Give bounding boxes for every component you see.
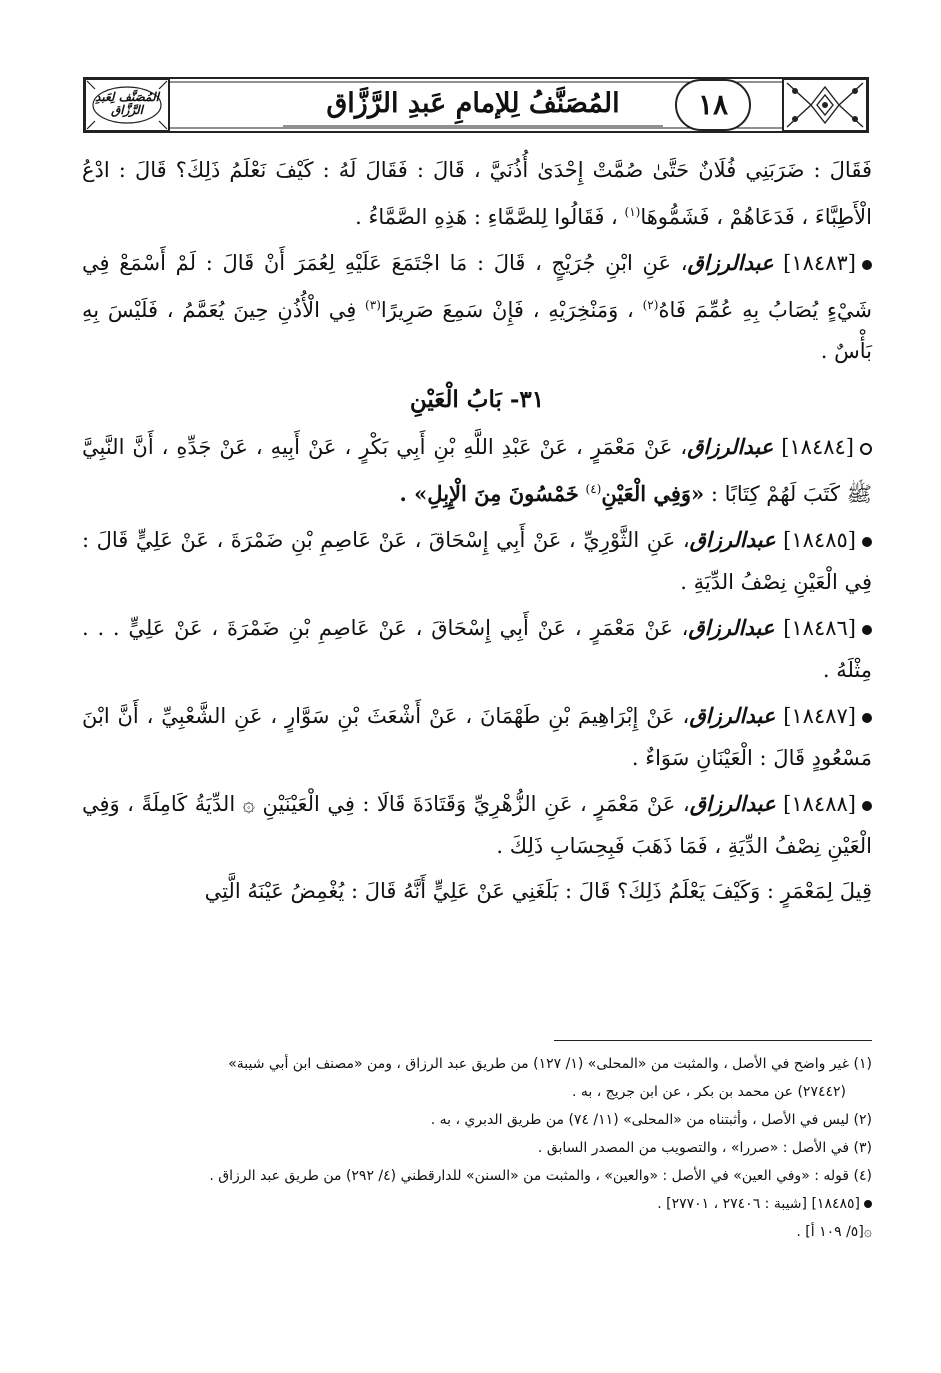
hadith-18487 — [82, 695, 872, 779]
hadith-number: [١٨٤٨٣] — [783, 251, 856, 275]
hadith-number: [١٨٤٨٦] — [783, 616, 856, 640]
footnote-3: (٣) في الأصل : «صررا» ، والتصويب من المصدر السابق . — [537, 1140, 872, 1156]
footnote-1: (١) غير واضح في الأصل ، والمثبت من «المحلى» (١/ ١٢٧) من طريق عبد الرزاق ، ومن «مصنف ابن أبي شيبة» — [228, 1056, 872, 1072]
folio-reference: ۞[٥/ ١٠٩ أ] . — [796, 1224, 872, 1240]
hollow-bullet-icon — [860, 443, 872, 455]
hadith-text: ، عَنْ مَعْمَرٍ ، عَنْ عَبْدِ اللَّهِ بْنِ أَبِي بَكْرٍ ، عَنْ أَبِيهِ ، عَنْ جَدِّهِ ، أَنَّ النَّبِيَّ ﷺ كَتَبَ لَهُمْ كِتَابًا : — [82, 435, 872, 506]
hadith-number: [١٨٤٨٨] — [783, 792, 856, 816]
header-logo: المُصَنَّف لِعَبدِ الرَّزَّاق — [95, 90, 159, 117]
paragraph-text: قِيلَ لِمَعْمَرٍ : وَكَيْفَ يَعْلَمُ ذَلِكَ؟ قَالَ : بَلَغَنِي عَنْ عَلِيٍّ أَنَّهُ قَالَ : يُغْمِضُ عَيْنَهُ الَّتِي — [204, 879, 872, 903]
footnotes — [82, 1050, 872, 1246]
hadith-text: ، عَنِ ابْنِ جُرَيْجٍ ، قَالَ : مَا اجْتَمَعَ عَلَيْهِ لِعُمَرَ أَنْ قَالَ : لَمْ أَسْمَعْ فِي شَيْءٍ يُصَابُ بِهِ عُمِّمَ فَاهُ — [82, 251, 872, 322]
bullet-icon — [862, 625, 872, 635]
narrator: عبدالرزاق — [687, 250, 774, 275]
paragraph-text: ، فَقَالُوا لِلصَّمَّاءِ : هَذِهِ الصَّمَّاءُ . — [355, 204, 618, 229]
hadith-18486 — [82, 607, 872, 691]
bullet-icon — [862, 801, 872, 811]
cross-reference — [82, 1190, 872, 1218]
footnote-1-continued: (٢٧٤٤٢) عن محمد بن بكر ، عن ابن جريج ، به . — [571, 1084, 846, 1100]
narrator: عبدالرزاق — [687, 434, 774, 459]
hadith-number: [١٨٤٨٤] — [781, 435, 854, 459]
footnote-divider — [554, 1040, 872, 1041]
cross-reference-text: [١٨٤٨٥] [شيبة : ٢٧٤٠٦ ، ٢٧٧٠١] . — [657, 1196, 860, 1212]
narrator: عبدالرزاق — [688, 615, 775, 640]
ornament-right-icon — [781, 77, 869, 133]
continuation-paragraph — [82, 150, 872, 238]
bullet-icon — [862, 260, 872, 270]
narrator: عبدالرزاق — [689, 527, 776, 552]
prophetic-quote: خَمْسُونَ مِنَ الْإِبِلِ» . — [399, 480, 579, 506]
footnote-ref: (٣) — [365, 297, 381, 312]
hadith-number: [١٨٤٨٥] — [783, 528, 856, 552]
hadith-18488 — [82, 783, 872, 867]
running-title: المُصَنَّفُ لِلإمامِ عَبدِ الرَّزَّاق — [326, 88, 620, 119]
hadith-text: ، عَنْ مَعْمَرٍ ، عَنِ الزُّهْرِيِّ وَقَتَادَةَ قَالَا : فِي الْعَيْنَيْنِ ۞ الدِّيَةُ كَامِلَةً ، وَفِي الْعَيْنِ نِصْفُ الدِّيَةِ ، فَمَا ذَهَبَ فَبِحِسَابِ ذَلِكَ . — [82, 792, 872, 858]
prophetic-quote: «وَفِي الْعَيْنِ — [601, 480, 705, 506]
narrator: عبدالرزاق — [689, 791, 776, 816]
footnote-2: (٢) ليس في الأصل ، وأثبتناه من «المحلى» (١١/ ٧٤) من طريق الدبري ، به . — [430, 1112, 872, 1128]
page-header — [83, 77, 869, 133]
page-number: ١٨ — [675, 79, 751, 131]
paragraph-text: فَقَالَ : ضَرَبَنِي فُلَانٌ حَتَّىٰ صُمَّتْ إِحْدَىٰ أُذُنَيَّ ، قَالَ : فَقَالَ لَهُ : كَيْفَ نَعْلَمُ ذَلِكَ؟ قَالَ : ادْعُ الْأَطِبَّاءَ ، فَدَعَاهُمْ ، فَشَمُّوهَا — [82, 158, 872, 229]
hadith-18485 — [82, 519, 872, 603]
footnote-ref: (٤) — [585, 481, 602, 496]
hadith-number: [١٨٤٨٧] — [783, 704, 856, 728]
hadith-18483 — [82, 242, 872, 373]
footnote-4: (٤) قوله : «وفي العين» في الأصل : «والعين» ، والمثبت من «السنن» للدارقطني (٤/ ٢٩٢) من طريق عبد الرزاق . — [209, 1168, 872, 1184]
hadith-18484 — [82, 426, 872, 515]
hadith-text: ، عَنِ الثَّوْرِيِّ ، عَنْ أَبِي إِسْحَاقَ ، عَنْ عَاصِمِ بْنِ ضَمْرَةَ ، عَنْ عَلِيٍّ قَالَ : فِي الْعَيْنِ نِصْفُ الدِّيَةِ . — [82, 528, 872, 594]
bullet-icon — [862, 537, 872, 547]
hadith-text: فِي الْأُذُنِ حِينَ يُعَمَّمُ ، فَلَيْسَ بِهِ بَأْسٌ . — [82, 297, 872, 363]
bullet-icon — [864, 1200, 872, 1208]
bullet-icon — [862, 713, 872, 723]
hadith-text: ، وَمَنْخِرَيْهِ ، فَإِنْ سَمِعَ صَرِيرًا — [380, 297, 634, 322]
commentary-line — [82, 871, 872, 913]
narrator: عبدالرزاق — [689, 703, 776, 728]
chapter-heading: ٣١- بَابُ الْعَيْنِ — [409, 385, 545, 413]
main-text — [82, 150, 872, 917]
hadith-text: ، عَنْ مَعْمَرٍ ، عَنْ أَبِي إِسْحَاقَ ، عَنْ عَاصِمِ بْنِ ضَمْرَةَ ، عَنْ عَلِيٍّ . . . مِثْلَهُ . — [82, 616, 872, 682]
footnote-ref: (١) — [624, 204, 641, 219]
footnote-ref: (٢) — [642, 297, 659, 312]
hadith-text: ، عَنْ إِبْرَاهِيمَ بْنِ طَهْمَانَ ، عَنْ أَشْعَثَ بْنِ سَوَّارٍ ، عَنِ الشَّعْبِيِّ ، أَنَّ ابْنَ مَسْعُودٍ قَالَ : الْعَيْنَانِ سَوَاءٌ . — [82, 704, 872, 770]
